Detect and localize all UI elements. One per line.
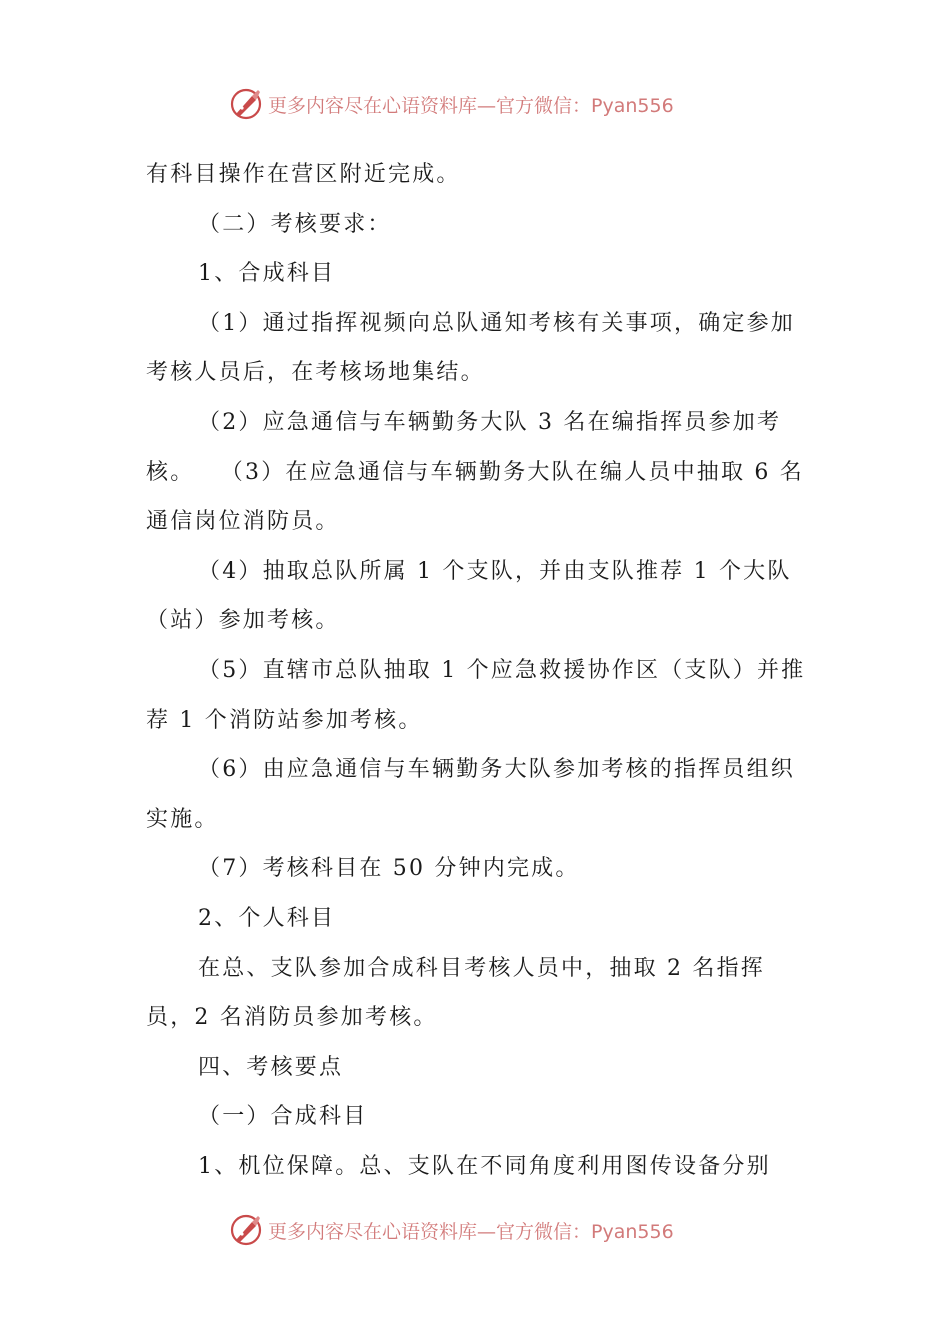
section-heading-key-points: 四、考核要点: [198, 1054, 344, 1080]
document-body: [146, 150, 811, 1191]
banner-text: 更多内容尽在心语资料库—官方微信：Pyan556: [268, 1220, 674, 1243]
paragraph-item-2-3: （2）应急通信与车辆勤务大队 3 名在编指挥员参加考核。 （3）在应急通信与车辆勤务大队在编人员中抽取 6 名通信岗位消防员。: [146, 409, 804, 535]
paragraph-item-6: （6）由应急通信与车辆勤务大队参加考核的指挥员组织实施。: [146, 757, 795, 832]
paragraph-camera-support: 1、机位保障。总、支队在不同角度利用图传设备分别: [198, 1153, 771, 1179]
footer-watermark-banner: [228, 1210, 748, 1250]
paragraph-item-5: （5）直辖市总队抽取 1 个应急救援协作区（支队）并推荐 1 个消防站参加考核。: [146, 657, 806, 733]
banner-text: 更多内容尽在心语资料库—官方微信：Pyan556: [268, 94, 674, 117]
pen-nib-logo-icon: [228, 1212, 264, 1248]
header-watermark-banner: [228, 84, 748, 124]
section-heading-requirements: （二）考核要求：: [198, 211, 392, 237]
paragraph-item-7: （7）考核科目在 50 分钟内完成。: [198, 856, 580, 882]
banner-wechat-id: Pyan556: [591, 1220, 674, 1243]
banner-wechat-id: Pyan556: [591, 94, 674, 117]
subheading-composite-subject: 1、合成科目: [198, 261, 336, 287]
paragraph-1: 有科目操作在营区附近完成。: [146, 162, 461, 187]
paragraph-individual: 在总、支队参加合成科目考核人员中，抽取 2 名指挥员，2 名消防员参加考核。: [146, 955, 765, 1031]
pen-nib-logo-icon: [228, 86, 264, 122]
subheading-individual-subject: 2、个人科目: [198, 905, 336, 931]
paragraph-item-1: （1）通过指挥视频向总队通知考核有关事项，确定参加考核人员后，在考核场地集结。: [146, 310, 795, 386]
paragraph-item-4: （4）抽取总队所属 1 个支队，并由支队推荐 1 个大队（站）参加考核。: [146, 558, 792, 634]
subheading-composite-points: （一）合成科目: [198, 1104, 368, 1130]
